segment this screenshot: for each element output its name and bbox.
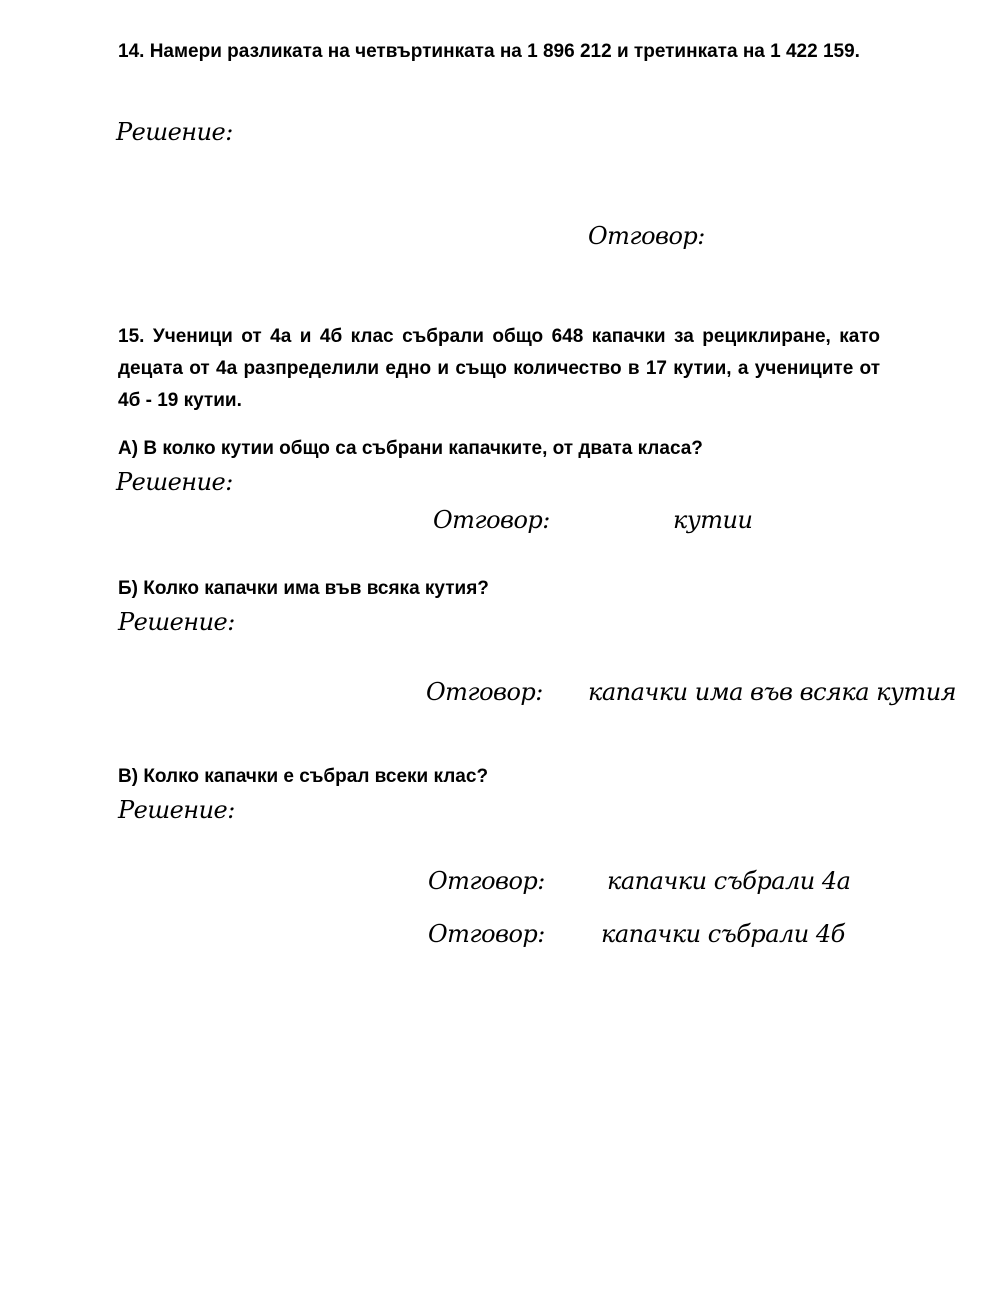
part-b-question: Б) Колко капачки има във всяка кутия? (118, 578, 489, 599)
part-a-answer-unit: кутии (673, 506, 753, 534)
part-c-answer-unit-1: капачки събрали 4а (607, 867, 851, 895)
part-a-answer-label: Отговор: (433, 506, 550, 534)
part-b-answer-label: Отговор: (426, 678, 543, 706)
part-c-solution-label: Решение: (118, 796, 235, 824)
part-b-solution-label: Решение: (118, 608, 235, 636)
problem-14-text: 14. Намери разликата на четвъртинката на 1 896 212 и третинката на 1 422 159. (118, 41, 860, 62)
part-c-answer-unit-2: капачки събрали 4б (601, 920, 845, 948)
part-c-answer-label-1: Отговор: (428, 867, 545, 895)
part-b-answer-unit: капачки има във всяка кутия (588, 678, 957, 706)
problem-14-answer-label: Отговор: (588, 222, 705, 250)
problem-14-solution-label: Решение: (116, 118, 233, 146)
part-a-question: А) В колко кутии общо са събрани капачките, от двата класа? (118, 438, 703, 459)
part-c-answer-label-2: Отговор: (428, 920, 545, 948)
part-a-solution-label: Решение: (116, 468, 233, 496)
problem-15-text: 15. Ученици от 4а и 4б клас събрали общо 648 капачки за рециклиране, като децата от 4а разпределили едно и също количество в 17 кутии, а учениците от 4б - 19 кутии. (118, 326, 880, 411)
part-c-question: В) Колко капачки е събрал всеки клас? (118, 766, 489, 787)
